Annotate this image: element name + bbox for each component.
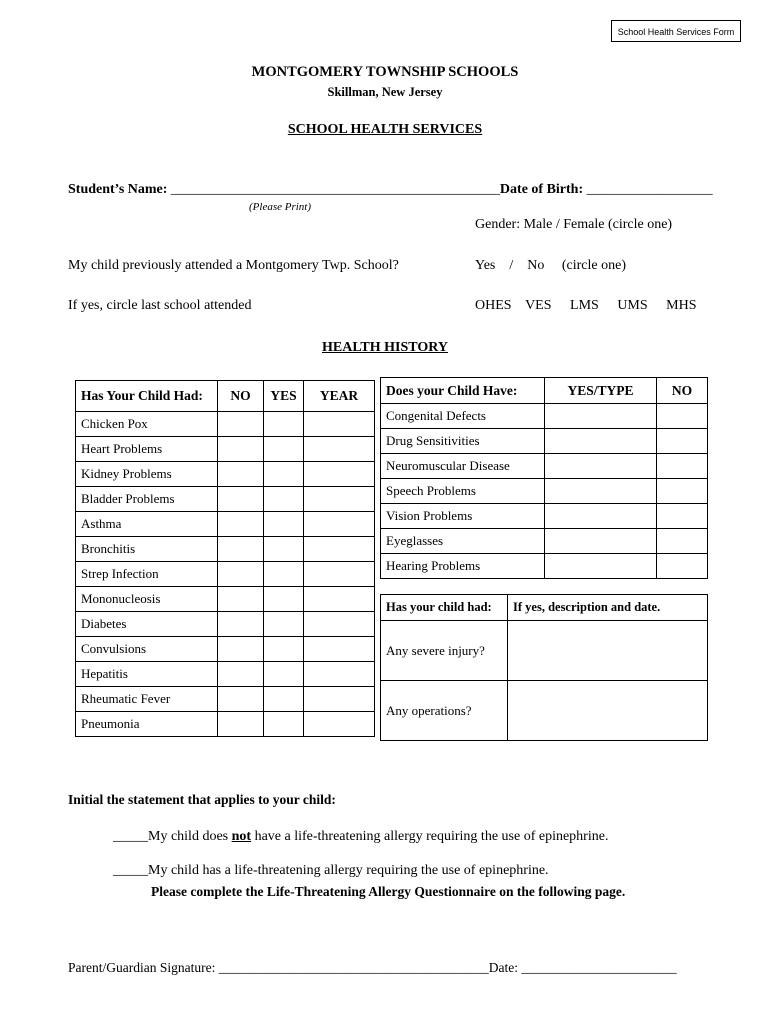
table-row xyxy=(381,429,708,454)
emphasis-not: not xyxy=(231,829,252,844)
school-option-ves[interactable]: VES xyxy=(525,298,552,313)
description-cell[interactable] xyxy=(508,621,708,681)
yes-cell[interactable] xyxy=(264,437,304,462)
table-row xyxy=(381,404,708,429)
column-header: Does your Child Have: xyxy=(381,378,545,404)
school-option-ohes[interactable]: OHES xyxy=(475,298,512,313)
table-row xyxy=(76,687,375,712)
year-cell[interactable] xyxy=(304,587,375,612)
no-cell[interactable] xyxy=(218,537,264,562)
no-cell[interactable] xyxy=(218,437,264,462)
signature-field[interactable]: ________________________________________ xyxy=(218,960,489,975)
district-title: MONTGOMERY TOWNSHIP SCHOOLS xyxy=(251,64,519,80)
no-cell[interactable] xyxy=(218,412,264,437)
year-cell[interactable] xyxy=(304,437,375,462)
table-row xyxy=(381,454,708,479)
illness-label: Chicken Pox xyxy=(76,412,218,437)
yes-cell[interactable] xyxy=(264,462,304,487)
school-option-lms[interactable]: LMS xyxy=(570,298,599,313)
table-row xyxy=(76,537,375,562)
yes-type-cell[interactable] xyxy=(545,529,657,554)
table-row xyxy=(76,637,375,662)
yes-cell[interactable] xyxy=(264,587,304,612)
year-cell[interactable] xyxy=(304,537,375,562)
no-cell[interactable] xyxy=(657,429,708,454)
form-id-badge: School Health Services Form xyxy=(611,20,741,42)
year-cell[interactable] xyxy=(304,512,375,537)
condition-label: Drug Sensitivities xyxy=(381,429,545,454)
table-row xyxy=(76,487,375,512)
illness-label: Convulsions xyxy=(76,637,218,662)
table-row xyxy=(76,587,375,612)
condition-label: Vision Problems xyxy=(381,504,545,529)
no-cell[interactable] xyxy=(657,554,708,579)
condition-label: Hearing Problems xyxy=(381,554,545,579)
school-option-ums[interactable]: UMS xyxy=(617,298,648,313)
no-cell[interactable] xyxy=(218,712,264,737)
table-row xyxy=(76,512,375,537)
initial-field[interactable]: _____ xyxy=(113,829,148,844)
year-cell[interactable] xyxy=(304,712,375,737)
yes-type-cell[interactable] xyxy=(545,554,657,579)
table-row xyxy=(76,412,375,437)
no-cell[interactable] xyxy=(218,487,264,512)
description-cell[interactable] xyxy=(508,681,708,741)
illness-label: Strep Infection xyxy=(76,562,218,587)
yes-cell[interactable] xyxy=(264,687,304,712)
allergy-option-text: My child does xyxy=(148,829,232,844)
last-school-options[interactable] xyxy=(475,298,697,314)
initial-field[interactable]: _____ xyxy=(113,863,148,878)
illness-label: Bladder Problems xyxy=(76,487,218,512)
column-header: If yes, description and date. xyxy=(508,595,708,621)
year-cell[interactable] xyxy=(304,637,375,662)
signature-label: Parent/Guardian Signature: xyxy=(68,960,216,975)
allergy-option-yes xyxy=(113,863,549,879)
allergy-option-text: have a life-threatening allergy requiring the use of epinephrine. xyxy=(251,829,609,844)
yes-type-cell[interactable] xyxy=(545,404,657,429)
illness-label: Kidney Problems xyxy=(76,462,218,487)
column-header: YES/TYPE xyxy=(545,378,657,404)
no-cell[interactable] xyxy=(657,504,708,529)
illness-label: Mononucleosis xyxy=(76,587,218,612)
table-row xyxy=(381,504,708,529)
year-cell[interactable] xyxy=(304,462,375,487)
illness-label: Bronchitis xyxy=(76,537,218,562)
allergy-heading: Initial the statement that applies to your child: xyxy=(68,792,336,807)
dob-field[interactable]: __________________ xyxy=(586,182,713,197)
yes-cell[interactable] xyxy=(264,637,304,662)
yes-type-cell[interactable] xyxy=(545,429,657,454)
yes-cell[interactable] xyxy=(264,512,304,537)
column-header: YEAR xyxy=(304,381,375,412)
no-cell[interactable] xyxy=(657,404,708,429)
conditions-table xyxy=(380,377,708,579)
year-cell[interactable] xyxy=(304,412,375,437)
no-cell[interactable] xyxy=(218,637,264,662)
table-row xyxy=(381,681,708,741)
yes-cell[interactable] xyxy=(264,662,304,687)
table-header-row xyxy=(76,381,375,412)
table-row xyxy=(76,712,375,737)
student-name-label: Student’s Name: xyxy=(68,182,168,197)
previous-attendance-answer[interactable]: Yes / No (circle one) xyxy=(475,258,626,273)
column-header: NO xyxy=(218,381,264,412)
signature-row xyxy=(68,960,677,976)
table-row xyxy=(76,437,375,462)
table-header-row xyxy=(381,595,708,621)
year-cell[interactable] xyxy=(304,612,375,637)
year-cell[interactable] xyxy=(304,662,375,687)
year-cell[interactable] xyxy=(304,562,375,587)
yes-type-cell[interactable] xyxy=(545,504,657,529)
table-header-row xyxy=(381,378,708,404)
allergy-option-text: My child has a life-threatening allergy requiring the use of epinephrine. xyxy=(148,863,549,878)
yes-type-cell[interactable] xyxy=(545,479,657,504)
gender-field[interactable]: Gender: Male / Female (circle one) xyxy=(475,217,673,232)
last-school-label: If yes, circle last school attended xyxy=(68,298,252,313)
injury-table xyxy=(380,594,708,741)
condition-label: Speech Problems xyxy=(381,479,545,504)
no-cell[interactable] xyxy=(657,529,708,554)
table-row xyxy=(76,562,375,587)
column-header: Has your child had: xyxy=(381,595,508,621)
allergy-option-no xyxy=(113,829,608,845)
table-row xyxy=(381,554,708,579)
health-history-title: HEALTH HISTORY xyxy=(322,340,448,355)
yes-cell[interactable] xyxy=(264,537,304,562)
no-cell[interactable] xyxy=(218,462,264,487)
column-header: YES xyxy=(264,381,304,412)
no-cell[interactable] xyxy=(218,687,264,712)
illness-label: Rheumatic Fever xyxy=(76,687,218,712)
illness-label: Pneumonia xyxy=(76,712,218,737)
yes-cell[interactable] xyxy=(264,562,304,587)
table-row xyxy=(381,479,708,504)
district-location: Skillman, New Jersey xyxy=(327,85,443,99)
table-row xyxy=(76,662,375,687)
no-cell[interactable] xyxy=(218,587,264,612)
table-row xyxy=(381,621,708,681)
childhood-illness-table xyxy=(75,380,375,737)
yes-cell[interactable] xyxy=(264,412,304,437)
no-cell[interactable] xyxy=(218,512,264,537)
dob-label: Date of Birth: xyxy=(499,182,584,197)
year-cell[interactable] xyxy=(304,687,375,712)
allergy-questionnaire-note: Please complete the Life-Threatening Allergy Questionnaire on the following page. xyxy=(151,884,626,899)
no-cell[interactable] xyxy=(218,612,264,637)
no-cell[interactable] xyxy=(218,662,264,687)
year-cell[interactable] xyxy=(304,487,375,512)
student-name-field[interactable]: _______________________________________________ xyxy=(170,182,500,197)
table-row xyxy=(76,612,375,637)
student-name-row xyxy=(68,182,713,198)
condition-label: Eyeglasses xyxy=(381,529,545,554)
no-cell[interactable] xyxy=(657,479,708,504)
illness-label: Heart Problems xyxy=(76,437,218,462)
table-row xyxy=(381,529,708,554)
column-header: Has Your Child Had: xyxy=(76,381,218,412)
condition-label: Neuromuscular Disease xyxy=(381,454,545,479)
signature-date-label: Date: xyxy=(488,960,518,975)
illness-label: Hepatitis xyxy=(76,662,218,687)
illness-label: Asthma xyxy=(76,512,218,537)
injury-label: Any operations? xyxy=(381,681,508,741)
previous-attendance-question: My child previously attended a Montgomery Twp. School? xyxy=(68,258,399,273)
column-header: NO xyxy=(657,378,708,404)
injury-label: Any severe injury? xyxy=(381,621,508,681)
illness-label: Diabetes xyxy=(76,612,218,637)
condition-label: Congenital Defects xyxy=(381,404,545,429)
table-row xyxy=(76,462,375,487)
no-cell[interactable] xyxy=(657,454,708,479)
yes-cell[interactable] xyxy=(264,487,304,512)
signature-date-field[interactable]: _______________________ xyxy=(521,960,677,975)
school-option-mhs[interactable]: MHS xyxy=(666,298,697,313)
yes-cell[interactable] xyxy=(264,712,304,737)
no-cell[interactable] xyxy=(218,562,264,587)
yes-type-cell[interactable] xyxy=(545,454,657,479)
print-hint: (Please Print) xyxy=(249,201,312,213)
form-title: SCHOOL HEALTH SERVICES xyxy=(287,122,483,137)
yes-cell[interactable] xyxy=(264,612,304,637)
